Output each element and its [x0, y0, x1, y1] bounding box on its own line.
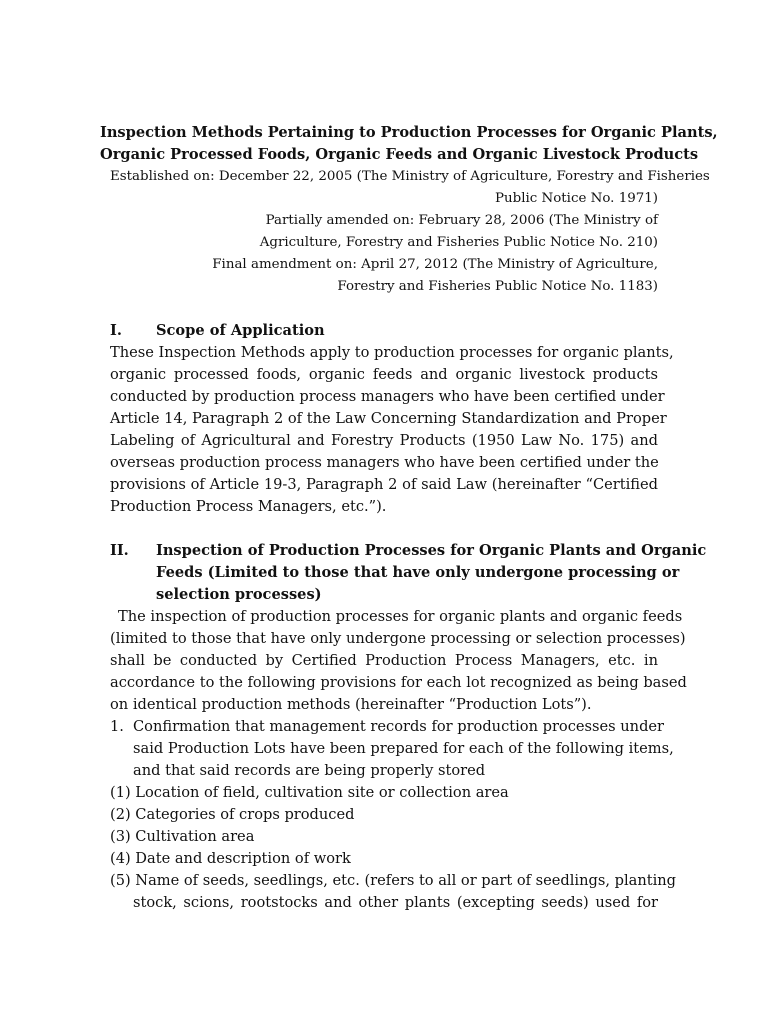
section-1-heading — [110, 320, 658, 342]
paragraph-line: (limited to those that have only undergone processing or selection processes) — [110, 630, 686, 647]
paragraph-line: The inspection of production processes for organic plants and organic feeds — [118, 608, 683, 625]
paragraph-line: shall be conducted by Certified Production Process Managers, etc. in — [110, 652, 658, 669]
section-2-heading-line: Inspection of Production Processes for Organic Plants and Organic — [156, 542, 707, 559]
item-1-number: 1. — [110, 718, 124, 735]
section-1-title: Scope of Application — [156, 322, 325, 339]
final-amendment-notice: Forestry and Fisheries Public Notice No. 1183) — [337, 279, 658, 294]
paragraph-line: These Inspection Methods apply to production processes for organic plants, — [110, 344, 674, 361]
subitem-1: (1) Location of field, cultivation site or collection area — [110, 784, 509, 801]
paragraph-line: conducted by production process managers who have been certified under — [110, 388, 665, 405]
section-2-heading-line: Feeds (Limited to those that have only undergone processing or — [156, 564, 680, 581]
section-2-heading-line: selection processes) — [156, 586, 322, 603]
paragraph-line: Production Process Managers, etc.”). — [110, 498, 387, 515]
paragraph-line: overseas production process managers who have been certified under the — [110, 454, 659, 471]
paragraph-line: Article 14, Paragraph 2 of the Law Concerning Standardization and Proper — [110, 410, 667, 427]
paragraph-line: Labeling of Agricultural and Forestry Products (1950 Law No. 175) and — [110, 432, 658, 449]
final-amendment-line: Final amendment on: April 27, 2012 (The Ministry of Agriculture, — [212, 257, 658, 272]
paragraph-line: provisions of Article 19-3, Paragraph 2 of said Law (hereinafter “Certified — [110, 476, 658, 493]
title-line-1: Inspection Methods Pertaining to Production Processes for Organic Plants, — [100, 124, 718, 141]
title-line-2: Organic Processed Foods, Organic Feeds and Organic Livestock Products — [100, 146, 699, 163]
paragraph-line: on identical production methods (hereinafter “Production Lots”). — [110, 696, 592, 713]
item-1-line: and that said records are being properly stored — [133, 762, 486, 779]
item-1-line: Confirmation that management records for production processes under — [133, 718, 665, 735]
subitem-2: (2) Categories of crops produced — [110, 806, 355, 823]
item-1-line: said Production Lots have been prepared for each of the following items, — [133, 740, 674, 757]
amended-notice: Agriculture, Forestry and Fisheries Public Notice No. 210) — [259, 235, 658, 250]
subitem-5-line: (5) Name of seeds, seedlings, etc. (refers to all or part of seedlings, planting — [110, 872, 676, 889]
established-notice: Public Notice No. 1971) — [494, 191, 658, 206]
subitem-4: (4) Date and description of work — [110, 850, 351, 867]
paragraph-line: organic processed foods, organic feeds and organic livestock products — [110, 366, 658, 383]
established-line: Established on: December 22, 2005 (The Ministry of Agriculture, Forestry and Fisheries — [110, 169, 710, 184]
subitem-3: (3) Cultivation area — [110, 828, 255, 845]
amended-line: Partially amended on: February 28, 2006 (The Ministry of — [265, 213, 658, 228]
subitem-5-line: stock, scions, rootstocks and other plants (excepting seeds) used for — [133, 894, 658, 911]
section-2-number: II. — [110, 542, 129, 559]
section-1-number: I. — [110, 322, 122, 339]
paragraph-line: accordance to the following provisions for each lot recognized as being based — [110, 674, 687, 691]
